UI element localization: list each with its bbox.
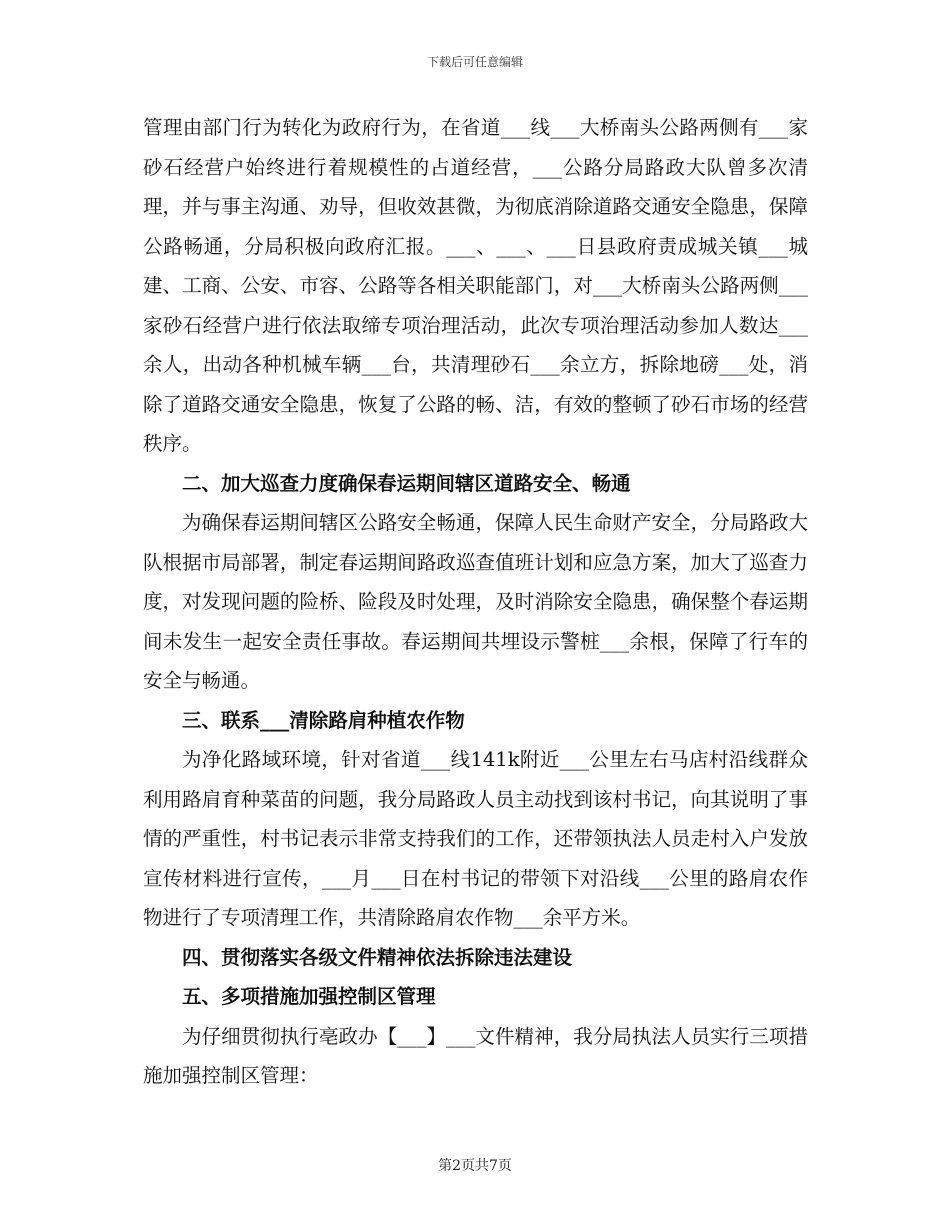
page-number: 第2页共7页 (438, 1158, 512, 1174)
section-heading-4: 四、贯彻落实各级文件精神依法拆除违法建设 (182, 945, 573, 969)
document-body (143, 108, 808, 1096)
paragraph-section-2: 为确保春运期间辖区公路安全畅通，保障人民生命财产安全，分局路政大队根据市局部署，制定春运期间路政巡查值班计划和应急方案，加大了巡查力度，对发现问题的险桥、险段及时处理，及时消除安全隐患，确保整个春运期间未发生一起安全责任事故。春运期间共埋设示警桩___余根，保障了行车的安全与畅通。 (143, 511, 808, 692)
paragraph-intro-continuation: 管理由部门行为转化为政府行为，在省道___线___大桥南头公路两侧有___家砂石经营户始终进行着规模性的占道经营，___公路分局路政大队曾多次清理，并与事主沟通、劝导，但收效甚微，为彻底消除道路交通安全隐患，保障公路畅通，分局积极向政府汇报。___、___、___日县政府责成城关镇___城建、工商、公安、市容、公路等各相关职能部门，对___大桥南头公路两侧___家砂石经营户进行依法取缔专项治理活动，此次专项治理活动参加人数达___余人，出动各种机械车辆___台，共清理砂石___余立方，拆除地磅___处，消除了道路交通安全隐患，恢复了公路的畅、洁，有效的整顿了砂石市场的经营秩序。 (143, 116, 808, 455)
paragraph-section-5: 为仔细贯彻执行亳政办【___】___文件精神，我分局执法人员实行三项措施加强控制区管理： (143, 1024, 808, 1087)
section-heading-5: 五、多项措施加强控制区管理 (182, 985, 436, 1008)
section-heading-2: 二、加大巡查力度确保春运期间辖区道路安全、畅通 (182, 471, 631, 495)
section-heading-3: 三、联系___清除路肩种植农作物 (182, 708, 465, 732)
page-header: 下载后可任意编辑 (426, 55, 523, 69)
paragraph-section-3: 为净化路域环境，针对省道___线141k附近___公里左右马店村沿线群众利用路肩育种菜苗的问题，我分局路政人员主动找到该村书记，向其说明了事情的严重性，村书记表示非常支持我们的工作，还带领执法人员走村入户发放宣传材料进行宣传，___月___日在村书记的带领下对沿线___公里的路肩农作物进行了专项清理工作，共清除路肩农作物___余平方米。 (143, 748, 808, 929)
